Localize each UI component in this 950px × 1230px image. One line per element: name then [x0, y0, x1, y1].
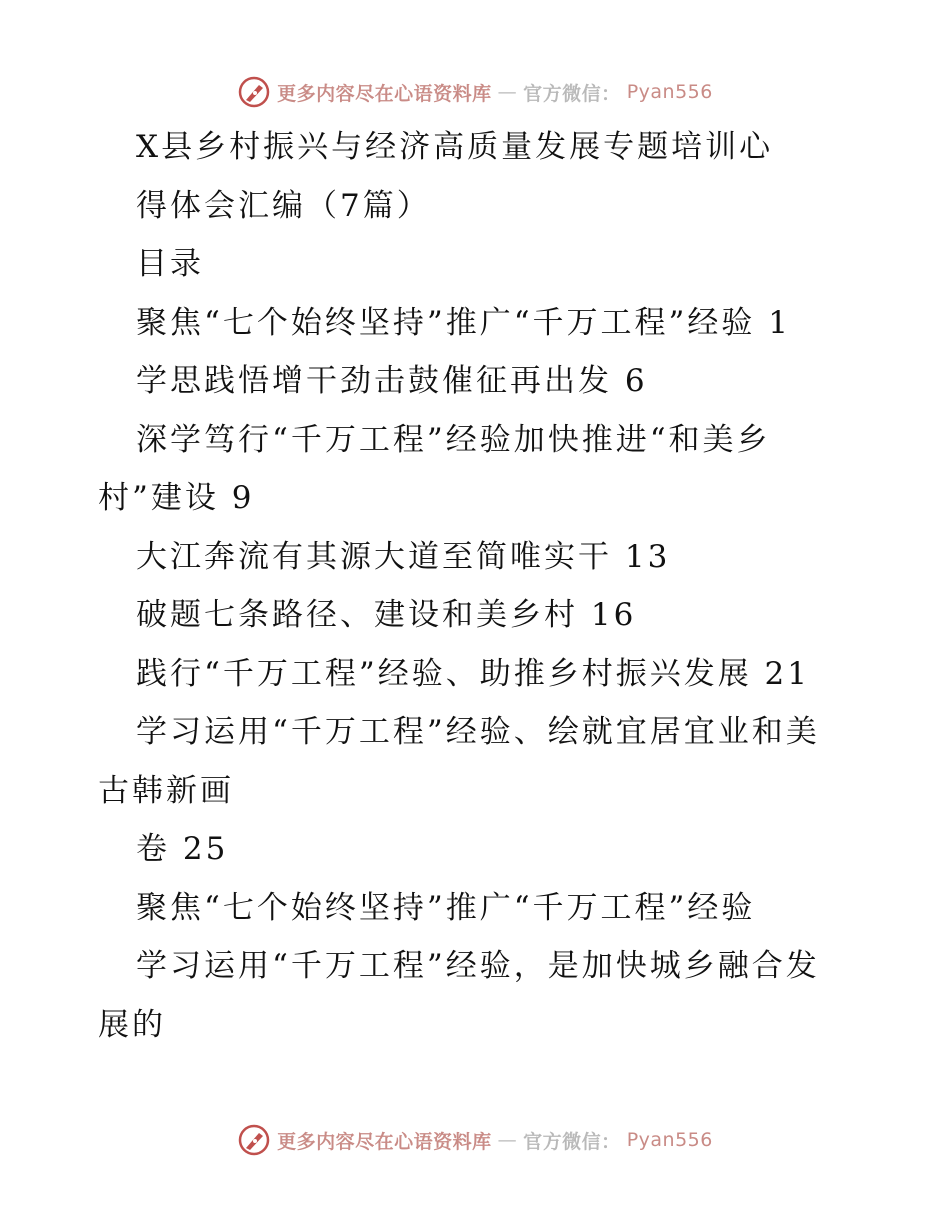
toc-entry: 聚焦“七个始终坚持”推广“千万工程”经验 1 — [136, 304, 791, 341]
watermark-main-text: 更多内容尽在心语资料库 — [277, 1130, 492, 1153]
toc-entry: 大江奔流有其源大道至简唯实干 13 — [136, 538, 671, 575]
watermark-separator: — — [497, 1129, 518, 1151]
toc-entry: 践行“千万工程”经验、助推乡村振兴发展 21 — [136, 655, 810, 692]
pen-nib-logo-icon — [237, 1123, 271, 1157]
document-line: 得体会汇编（7篇） — [136, 187, 431, 224]
watermark-wechat-id: Pyan556 — [626, 81, 713, 103]
toc-entry: 学思践悟增干劲击鼓催征再出发 6 — [136, 363, 648, 399]
watermark-main-text: 更多内容尽在心语资料库 — [277, 82, 492, 105]
toc-entry-continuation: 古韩新画 — [98, 772, 234, 809]
toc-entry: 学习运用“千万工程”经验、绘就宜居宜业和美 — [136, 714, 820, 750]
body-paragraph-line: 学习运用“千万工程”经验，是加快城乡融合发 — [136, 948, 820, 984]
toc-entry-continuation: 村”建设 9 — [98, 480, 255, 516]
watermark-sub-text: 官方微信： — [523, 82, 621, 105]
footer-watermark — [0, 1120, 950, 1160]
watermark-wechat-id: Pyan556 — [626, 1129, 713, 1151]
document-line: X县乡村振兴与经济高质量发展专题培训心 — [136, 129, 774, 165]
toc-entry-continuation: 卷 25 — [136, 831, 229, 867]
toc-entry: 破题七条路径、建设和美乡村 16 — [136, 597, 637, 633]
toc-entry: 深学笃行“千万工程”经验加快推进“和美乡 — [136, 421, 771, 458]
body-paragraph-line: 展的 — [98, 1006, 166, 1043]
header-watermark — [0, 72, 950, 112]
toc-heading: 目录 — [136, 246, 204, 282]
section-title: 聚焦“七个始终坚持”推广“千万工程”经验 — [136, 889, 756, 926]
watermark-separator: — — [497, 81, 518, 103]
pen-nib-logo-icon — [237, 75, 271, 109]
watermark-sub-text: 官方微信： — [523, 1130, 621, 1153]
document-body — [98, 118, 858, 1054]
